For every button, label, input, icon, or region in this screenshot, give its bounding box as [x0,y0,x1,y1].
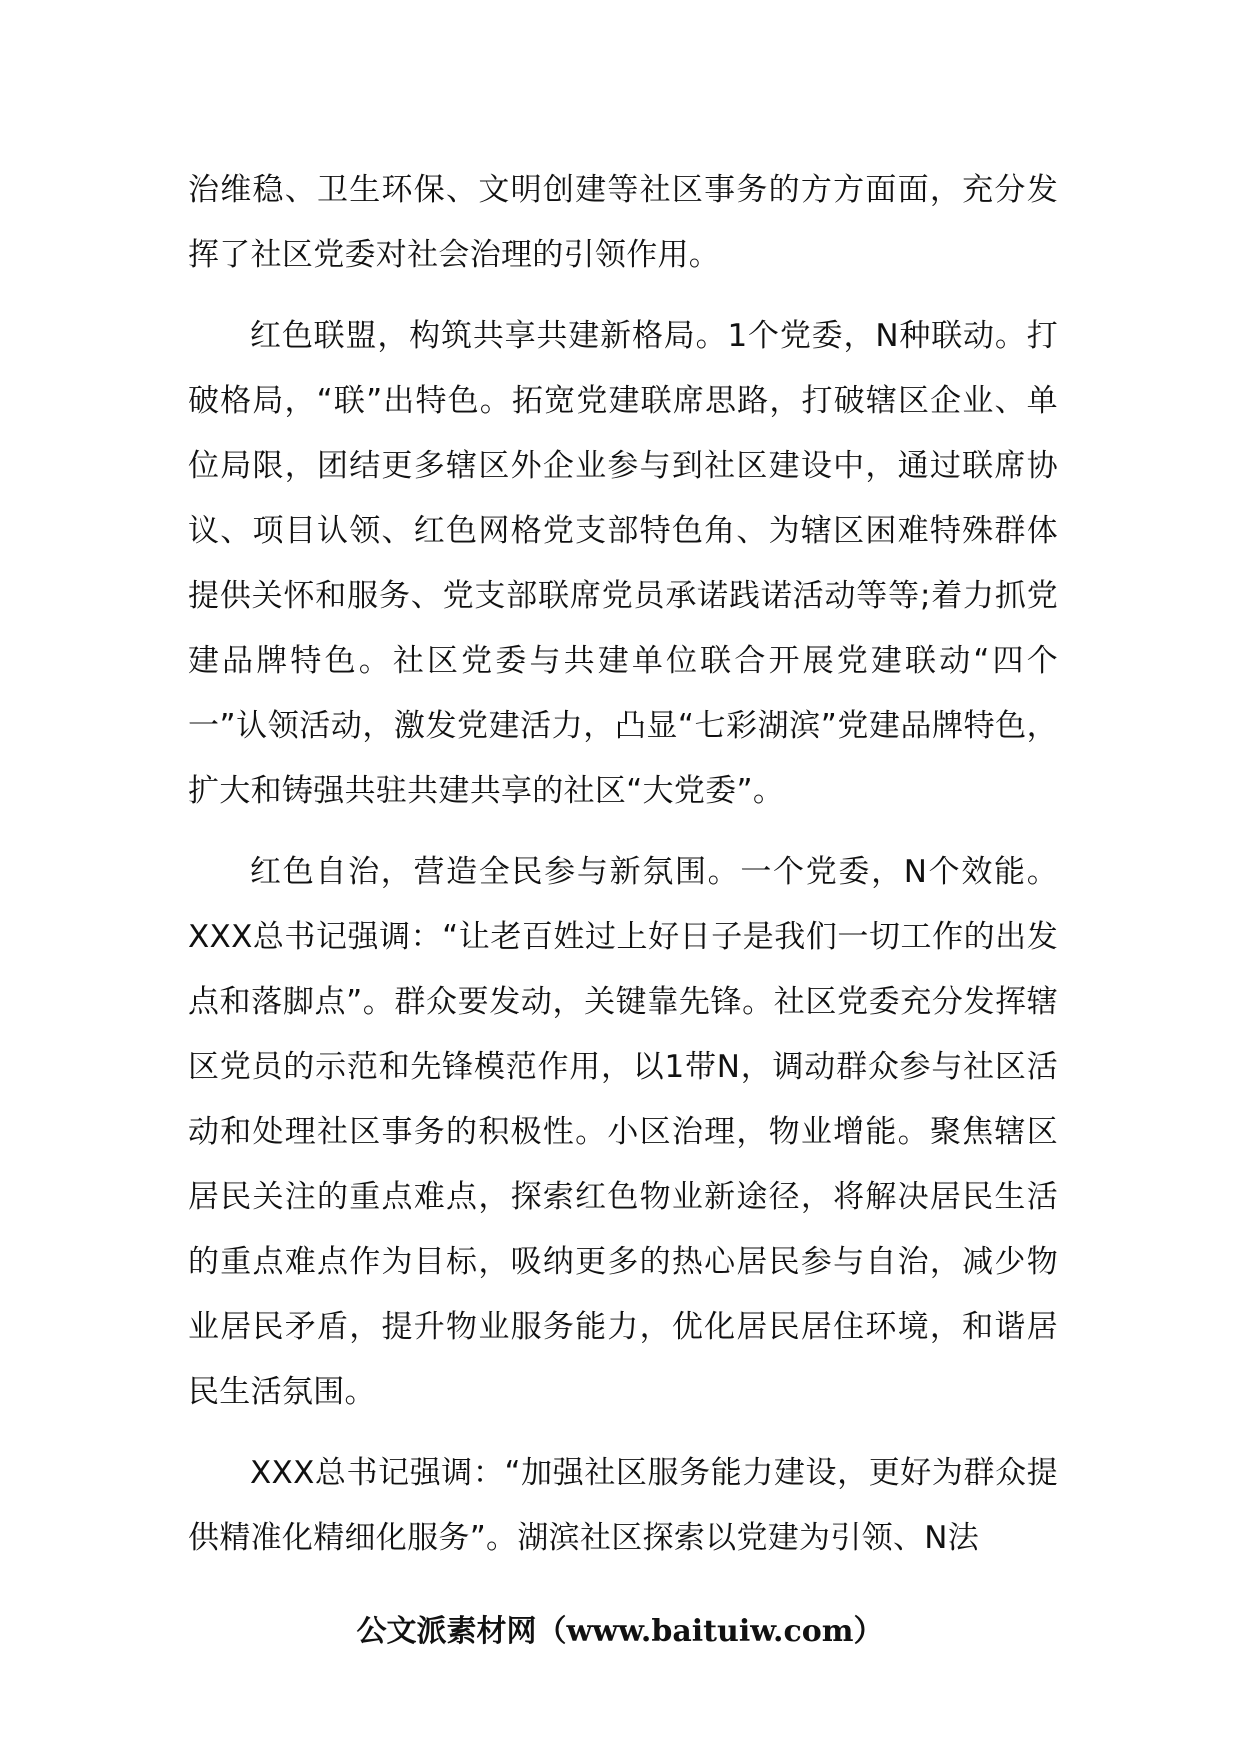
paragraph-2: 红色联盟，构筑共享共建新格局。1个党委，N种联动。打破格局，“联”出特色。拓宽党建联席思路，打破辖区企业、单位局限，团结更多辖区外企业参与到社区建设中，通过联席协议、项目认领、红色网格党支部特色角、为辖区困难特殊群体提供关怀和服务、党支部联席党员承诺践诺活动等等;着力抓党建品牌特色。社区党委与共建单位联合开展党建联动“四个一”认领活动，激发党建活力，凸显“七彩湖滨”党建品牌特色，扩大和铸强共驻共建共享的社区“大党委”。 [188,318,1058,809]
paragraph-3: 红色自治，营造全民参与新氛围。一个党委，N个效能。XXX总书记强调：“让老百姓过上好日子是我们一切工作的出发点和落脚点”。群众要发动，关键靠先锋。社区党委充分发挥辖区党员的示范和先锋模范作用，以1带N，调动群众参与社区活动和处理社区事务的积极性。小区治理，物业增能。聚焦辖区居民关注的重点难点，探索红色物业新途径，将解决居民生活的重点难点作为目标，吸纳更多的热心居民参与自治，减少物业居民矛盾，提升物业服务能力，优化居民居住环境，和谐居民生活氛围。 [188,854,1058,1410]
document-body [188,158,1058,1587]
paragraph-1: 治维稳、卫生环保、文明创建等社区事务的方方面面，充分发挥了社区党委对社会治理的引领作用。 [188,172,1058,273]
paragraph-4: XXX总书记强调：“加强社区服务能力建设，更好为群众提供精准化精细化服务”。湖滨社区探索以党建为引领、N法 [188,1455,1058,1556]
page-footer: 公文派素材网（www.baituiw.com） [356,1614,884,1649]
